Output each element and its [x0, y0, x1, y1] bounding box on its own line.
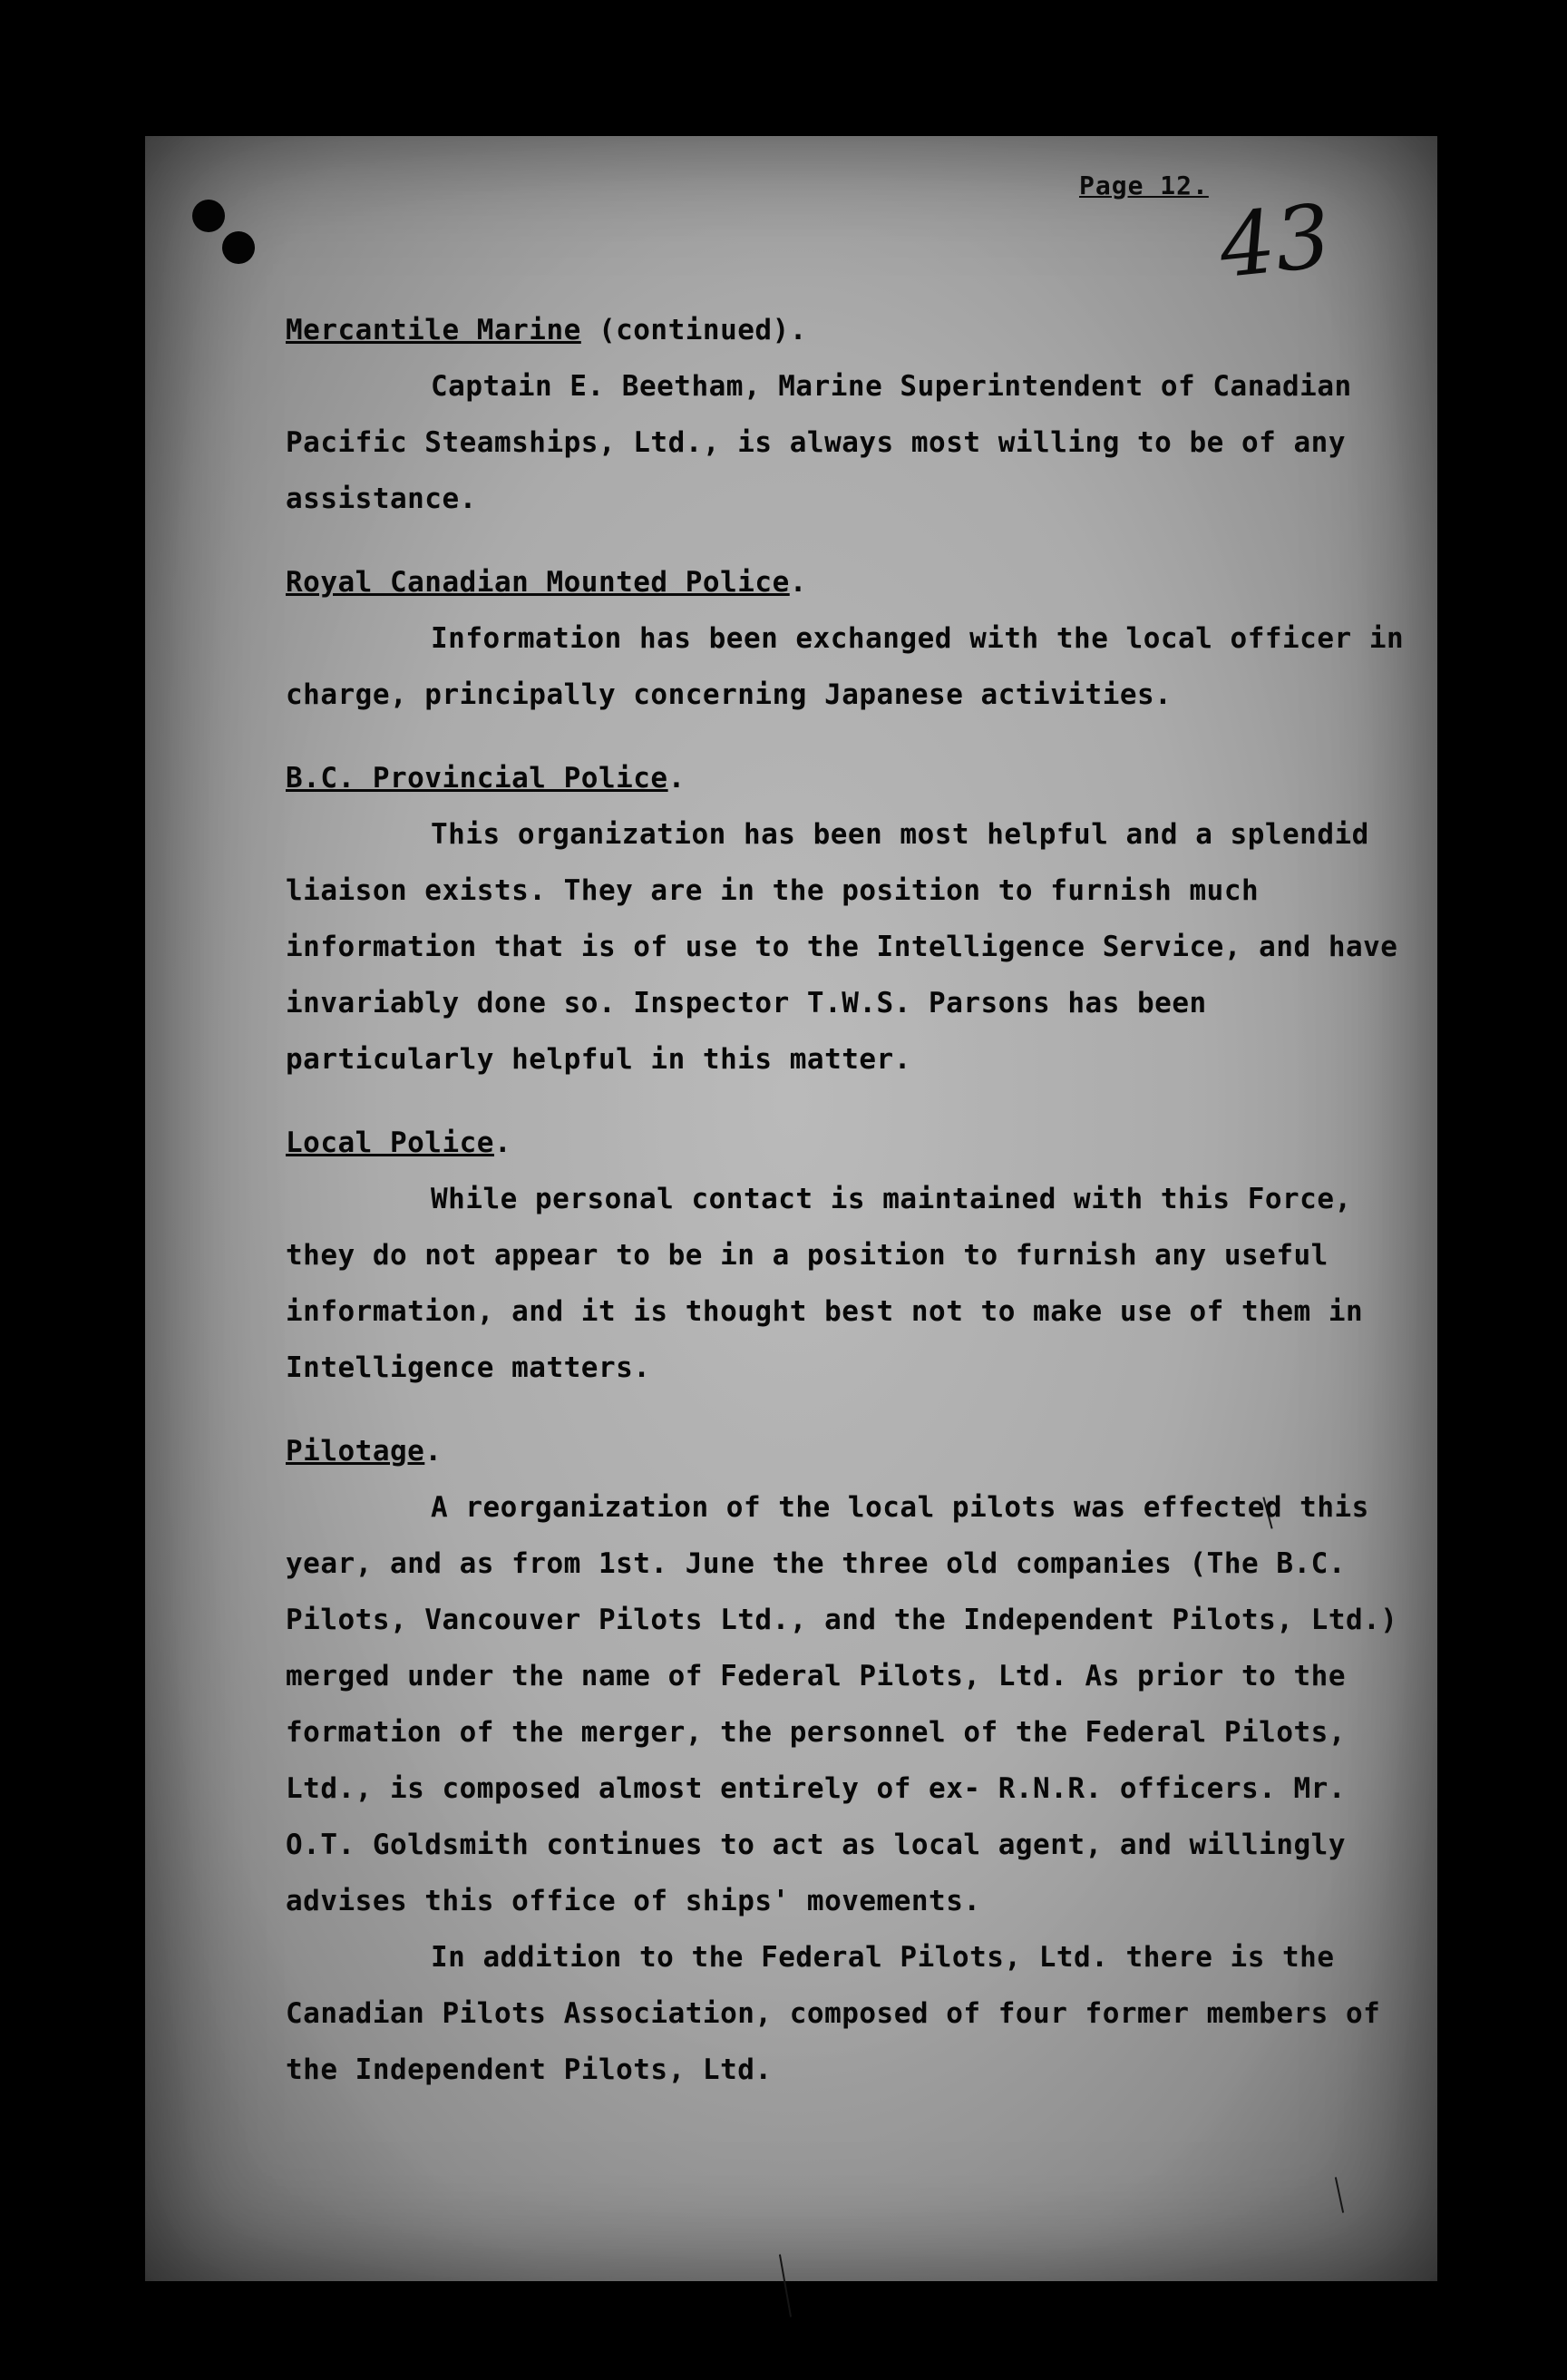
section-bc-provincial-police	[286, 750, 1419, 1088]
stray-pen-mark	[1335, 2177, 1344, 2213]
punch-hole	[192, 200, 225, 232]
handwritten-folio-number: 43	[1214, 184, 1336, 298]
paragraph: Captain E. Beetham, Marine Superintendent of Canadian Pacific Steamships, Ltd., is always most willing to be of any assistance.	[286, 370, 1352, 515]
section-heading: Royal Canadian Mounted Police.	[286, 566, 807, 599]
document-body	[286, 302, 1419, 2125]
section-local-police	[286, 1115, 1419, 1396]
section-heading: Pilotage.	[286, 1435, 443, 1468]
document-page	[145, 136, 1437, 2281]
section-rcmp	[286, 554, 1419, 723]
section-heading: B.C. Provincial Police.	[286, 762, 686, 795]
section-heading: Mercantile Marine (continued).	[286, 314, 807, 346]
section-mercantile-marine	[286, 302, 1419, 527]
section-pilotage	[286, 1423, 1419, 2098]
punch-hole	[222, 231, 255, 264]
paragraph: While personal contact is maintained with this Force, they do not appear to be in a position to furnish any useful information, and it is thought best not to make use of them in Intelligence matters.	[286, 1183, 1364, 1384]
paragraph: Information has been exchanged with the local officer in charge, principally concerning Japanese activities.	[286, 622, 1405, 711]
page-number: Page 12.	[1079, 171, 1209, 200]
section-heading: Local Police.	[286, 1127, 512, 1159]
paragraph: This organization has been most helpful and a splendid liaison exists. They are in the position to furnish much information that is of use to the Intelligence Service, and have invariably done so. Inspector T.W.S. Parsons has been particularly helpful in this matter.	[286, 818, 1398, 1076]
paragraph: A reorganization of the local pilots was effected this year, and as from 1st. June the three old companies (The B.C. Pilots, Vancouver Pilots Ltd., and the Independent Pilots, Ltd.) merged under the name of Federal Pilots, Ltd. As prior to the formation of the merger, the personnel of the Federal Pilots, Ltd., is composed almost entirely of ex- R.N.R. officers. Mr. O.T. Goldsmith continues to act as local agent, and willingly advises this office of ships' movements.	[286, 1491, 1398, 1917]
paragraph: In addition to the Federal Pilots, Ltd. there is the Canadian Pilots Association, composed of four former members of the Independent Pilots, Ltd.	[286, 1941, 1381, 2086]
